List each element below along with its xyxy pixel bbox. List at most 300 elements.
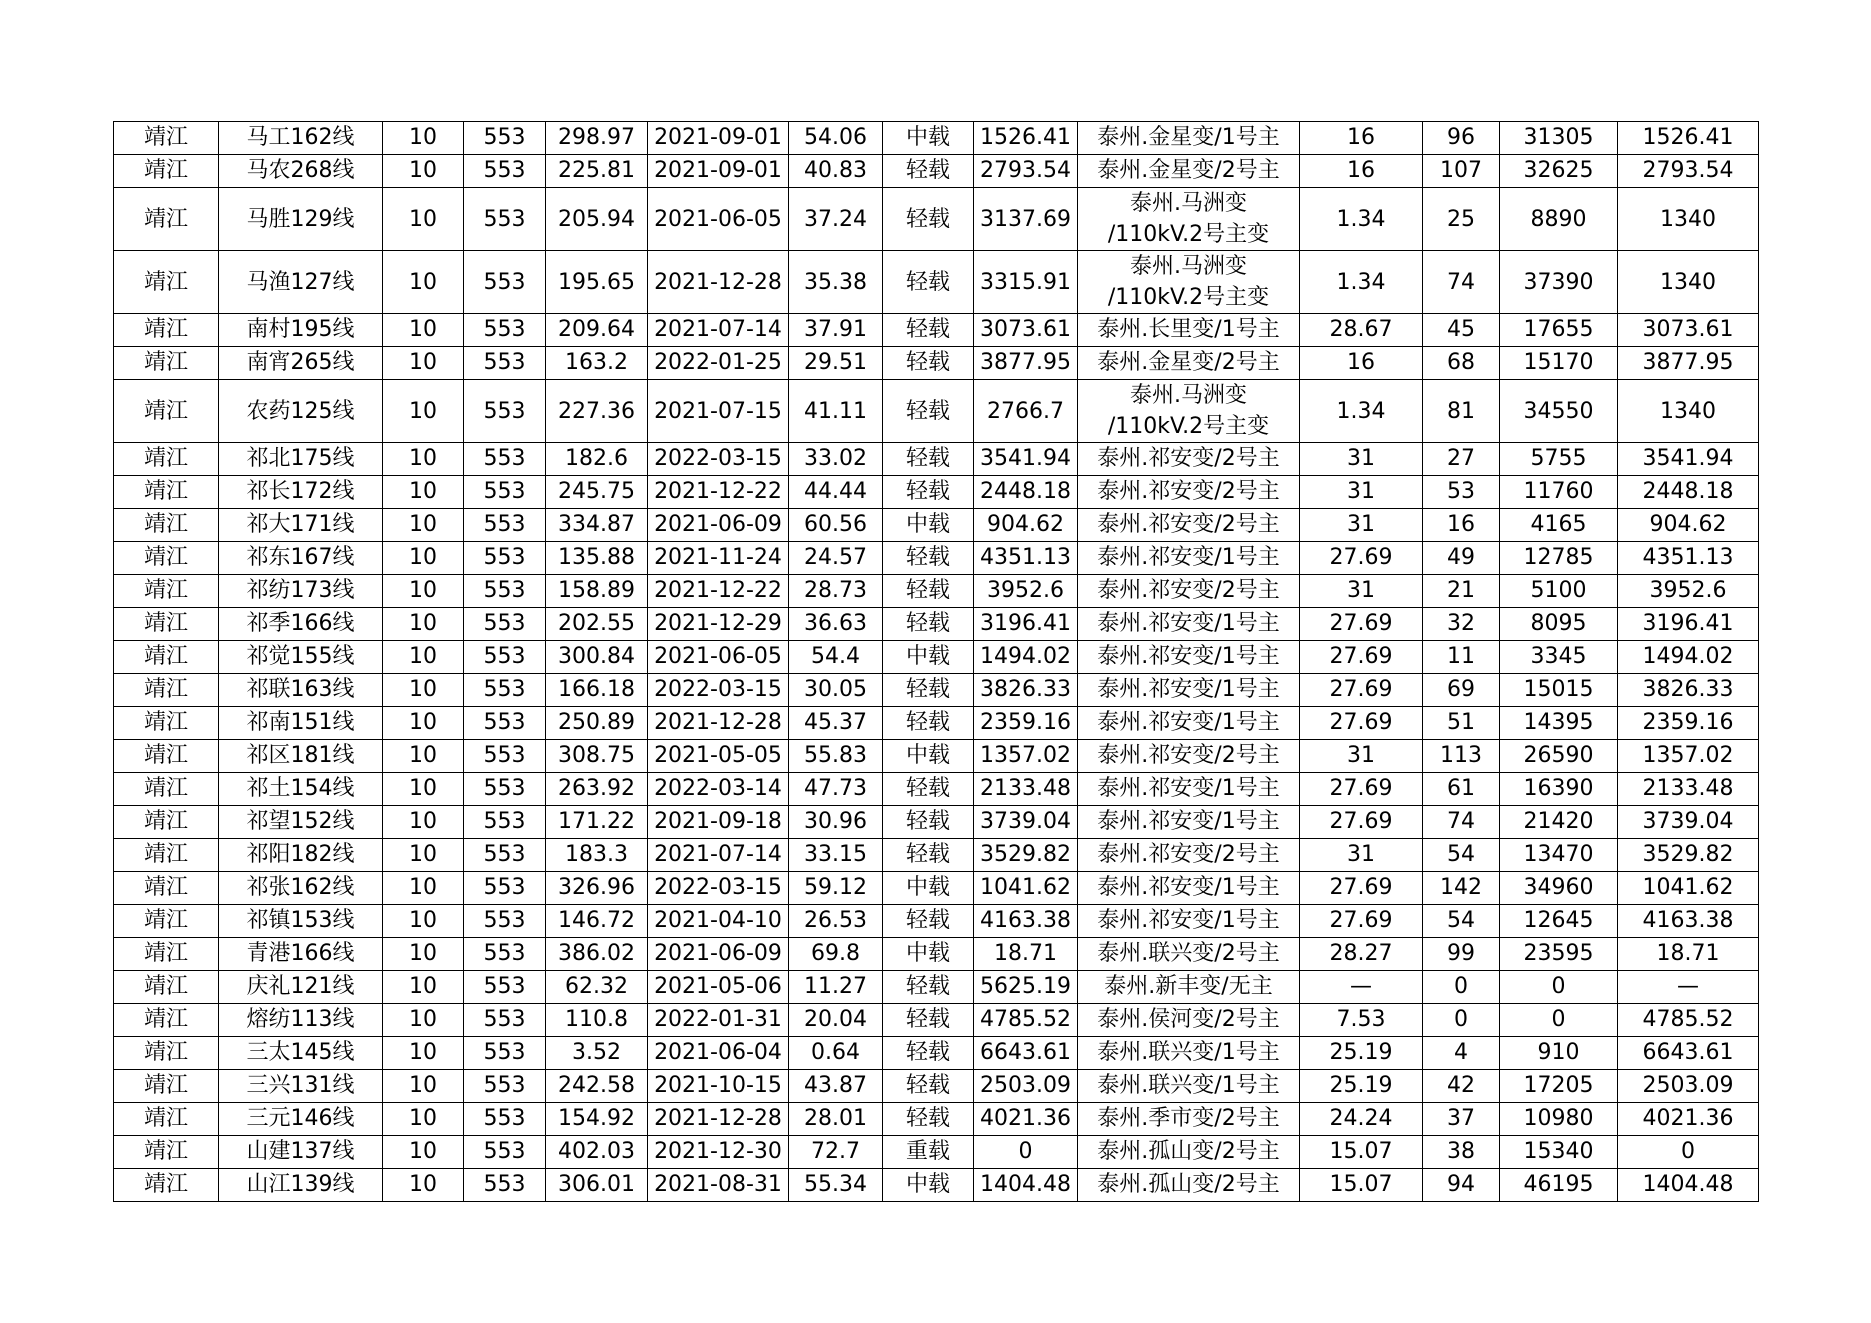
user-count-cell: 38 bbox=[1423, 1136, 1500, 1169]
user-capacity-cell: 14395 bbox=[1500, 707, 1618, 740]
table-row bbox=[114, 608, 1759, 641]
available-cell: 0 bbox=[1618, 1136, 1759, 1169]
margin-cell: 1041.62 bbox=[974, 872, 1078, 905]
transformer-cell: 泰州.侯河变/2号主 bbox=[1078, 1004, 1300, 1037]
margin-cell: 3826.33 bbox=[974, 674, 1078, 707]
region-cell: 靖江 bbox=[114, 773, 219, 806]
load-status-cell: 中载 bbox=[883, 872, 974, 905]
available-cell: 4785.52 bbox=[1618, 1004, 1759, 1037]
available-cell: 3073.61 bbox=[1618, 314, 1759, 347]
line-name-cell: 三元146线 bbox=[219, 1103, 383, 1136]
user-count-cell: 32 bbox=[1423, 608, 1500, 641]
date-cell: 2022-03-15 bbox=[648, 443, 789, 476]
capacity-cell: 553 bbox=[464, 905, 546, 938]
voltage-cell: 10 bbox=[383, 347, 464, 380]
user-capacity-cell: 15015 bbox=[1500, 674, 1618, 707]
user-capacity-cell: 910 bbox=[1500, 1037, 1618, 1070]
transformer-load-cell: 24.24 bbox=[1300, 1103, 1423, 1136]
capacity-cell: 553 bbox=[464, 608, 546, 641]
table-row bbox=[114, 314, 1759, 347]
percent-cell: 30.05 bbox=[789, 674, 883, 707]
voltage-cell: 10 bbox=[383, 641, 464, 674]
capacity-cell: 553 bbox=[464, 1169, 546, 1202]
percent-cell: 33.02 bbox=[789, 443, 883, 476]
margin-cell: 2133.48 bbox=[974, 773, 1078, 806]
percent-cell: 44.44 bbox=[789, 476, 883, 509]
load-status-cell: 轻载 bbox=[883, 773, 974, 806]
line-name-cell: 祁东167线 bbox=[219, 542, 383, 575]
line-name-cell: 祁北175线 bbox=[219, 443, 383, 476]
line-name-cell: 祁长172线 bbox=[219, 476, 383, 509]
capacity-cell: 553 bbox=[464, 443, 546, 476]
percent-cell: 35.38 bbox=[789, 251, 883, 314]
capacity-cell: 553 bbox=[464, 872, 546, 905]
date-cell: 2021-09-01 bbox=[648, 122, 789, 155]
load-status-cell: 轻载 bbox=[883, 155, 974, 188]
available-cell: 1404.48 bbox=[1618, 1169, 1759, 1202]
margin-cell: 3877.95 bbox=[974, 347, 1078, 380]
user-count-cell: 4 bbox=[1423, 1037, 1500, 1070]
value-cell: 308.75 bbox=[546, 740, 648, 773]
capacity-cell: 553 bbox=[464, 806, 546, 839]
region-cell: 靖江 bbox=[114, 155, 219, 188]
line-name-cell: 祁联163线 bbox=[219, 674, 383, 707]
transformer-cell: 泰州.长里变/1号主 bbox=[1078, 314, 1300, 347]
available-cell: 1340 bbox=[1618, 380, 1759, 443]
user-capacity-cell: 0 bbox=[1500, 971, 1618, 1004]
line-name-cell: 南村195线 bbox=[219, 314, 383, 347]
region-cell: 靖江 bbox=[114, 971, 219, 1004]
load-status-cell: 轻载 bbox=[883, 806, 974, 839]
transformer-cell bbox=[1078, 188, 1300, 251]
margin-cell: 5625.19 bbox=[974, 971, 1078, 1004]
transformer-load-cell: 27.69 bbox=[1300, 674, 1423, 707]
date-cell: 2021-12-22 bbox=[648, 476, 789, 509]
capacity-cell: 553 bbox=[464, 641, 546, 674]
user-capacity-cell: 37390 bbox=[1500, 251, 1618, 314]
user-capacity-cell: 16390 bbox=[1500, 773, 1618, 806]
voltage-cell: 10 bbox=[383, 476, 464, 509]
margin-cell: 4163.38 bbox=[974, 905, 1078, 938]
transformer-cell: 泰州.祁安变/1号主 bbox=[1078, 872, 1300, 905]
load-status-cell: 轻载 bbox=[883, 251, 974, 314]
transformer-cell: 泰州.祁安变/2号主 bbox=[1078, 575, 1300, 608]
table-row bbox=[114, 674, 1759, 707]
region-cell: 靖江 bbox=[114, 938, 219, 971]
user-count-cell: 0 bbox=[1423, 971, 1500, 1004]
transformer-cell: 泰州.金星变/2号主 bbox=[1078, 155, 1300, 188]
voltage-cell: 10 bbox=[383, 674, 464, 707]
region-cell: 靖江 bbox=[114, 251, 219, 314]
value-cell: 326.96 bbox=[546, 872, 648, 905]
capacity-cell: 553 bbox=[464, 509, 546, 542]
percent-cell: 28.73 bbox=[789, 575, 883, 608]
available-cell: 18.71 bbox=[1618, 938, 1759, 971]
capacity-cell: 553 bbox=[464, 674, 546, 707]
load-status-cell: 轻载 bbox=[883, 380, 974, 443]
available-cell: 904.62 bbox=[1618, 509, 1759, 542]
capacity-cell: 553 bbox=[464, 476, 546, 509]
line-name-cell: 农药125线 bbox=[219, 380, 383, 443]
table-row bbox=[114, 641, 1759, 674]
margin-cell: 3739.04 bbox=[974, 806, 1078, 839]
value-cell: 158.89 bbox=[546, 575, 648, 608]
user-capacity-cell: 26590 bbox=[1500, 740, 1618, 773]
user-capacity-cell: 4165 bbox=[1500, 509, 1618, 542]
voltage-cell: 10 bbox=[383, 1169, 464, 1202]
value-cell: 202.55 bbox=[546, 608, 648, 641]
user-capacity-cell: 12785 bbox=[1500, 542, 1618, 575]
line-name-cell: 山江139线 bbox=[219, 1169, 383, 1202]
date-cell: 2021-12-28 bbox=[648, 251, 789, 314]
date-cell: 2022-01-25 bbox=[648, 347, 789, 380]
user-capacity-cell: 8095 bbox=[1500, 608, 1618, 641]
user-capacity-cell: 11760 bbox=[1500, 476, 1618, 509]
load-status-cell: 轻载 bbox=[883, 839, 974, 872]
percent-cell: 29.51 bbox=[789, 347, 883, 380]
percent-cell: 69.8 bbox=[789, 938, 883, 971]
line-name-cell: 三太145线 bbox=[219, 1037, 383, 1070]
voltage-cell: 10 bbox=[383, 1004, 464, 1037]
region-cell: 靖江 bbox=[114, 542, 219, 575]
line-name-cell: 祁阳182线 bbox=[219, 839, 383, 872]
capacity-cell: 553 bbox=[464, 188, 546, 251]
transformer-cell: 泰州.孤山变/2号主 bbox=[1078, 1136, 1300, 1169]
user-capacity-cell: 31305 bbox=[1500, 122, 1618, 155]
region-cell: 靖江 bbox=[114, 1136, 219, 1169]
region-cell: 靖江 bbox=[114, 575, 219, 608]
transformer-cell bbox=[1078, 380, 1300, 443]
user-count-cell: 42 bbox=[1423, 1070, 1500, 1103]
transformer-cell: 泰州.季市变/2号主 bbox=[1078, 1103, 1300, 1136]
table-row bbox=[114, 839, 1759, 872]
transformer-load-cell: 1.34 bbox=[1300, 380, 1423, 443]
line-name-cell: 祁季166线 bbox=[219, 608, 383, 641]
value-cell: 154.92 bbox=[546, 1103, 648, 1136]
percent-cell: 24.57 bbox=[789, 542, 883, 575]
date-cell: 2021-07-15 bbox=[648, 380, 789, 443]
available-cell: 4021.36 bbox=[1618, 1103, 1759, 1136]
value-cell: 209.64 bbox=[546, 314, 648, 347]
date-cell: 2021-11-24 bbox=[648, 542, 789, 575]
table-row bbox=[114, 542, 1759, 575]
margin-cell: 0 bbox=[974, 1136, 1078, 1169]
transformer-load-cell: 15.07 bbox=[1300, 1136, 1423, 1169]
table-row bbox=[114, 1103, 1759, 1136]
date-cell: 2021-09-18 bbox=[648, 806, 789, 839]
voltage-cell: 10 bbox=[383, 380, 464, 443]
transformer-cell: 泰州.祁安变/2号主 bbox=[1078, 476, 1300, 509]
available-cell: 2359.16 bbox=[1618, 707, 1759, 740]
value-cell: 334.87 bbox=[546, 509, 648, 542]
margin-cell: 1494.02 bbox=[974, 641, 1078, 674]
voltage-cell: 10 bbox=[383, 1037, 464, 1070]
available-cell: 2448.18 bbox=[1618, 476, 1759, 509]
available-cell: — bbox=[1618, 971, 1759, 1004]
region-cell: 靖江 bbox=[114, 380, 219, 443]
line-name-cell: 山建137线 bbox=[219, 1136, 383, 1169]
load-status-cell: 中载 bbox=[883, 641, 974, 674]
date-cell: 2022-03-15 bbox=[648, 674, 789, 707]
user-capacity-cell: 10980 bbox=[1500, 1103, 1618, 1136]
transformer-load-cell: 27.69 bbox=[1300, 707, 1423, 740]
transformer-load-cell: 28.27 bbox=[1300, 938, 1423, 971]
user-count-cell: 96 bbox=[1423, 122, 1500, 155]
margin-cell: 3952.6 bbox=[974, 575, 1078, 608]
voltage-cell: 10 bbox=[383, 971, 464, 1004]
date-cell: 2021-06-05 bbox=[648, 641, 789, 674]
transformer-load-cell: — bbox=[1300, 971, 1423, 1004]
transformer-load-cell: 25.19 bbox=[1300, 1070, 1423, 1103]
margin-cell: 2359.16 bbox=[974, 707, 1078, 740]
table-row bbox=[114, 1070, 1759, 1103]
transformer-cell: 泰州.祁安变/2号主 bbox=[1078, 509, 1300, 542]
region-cell: 靖江 bbox=[114, 1070, 219, 1103]
user-capacity-cell: 17205 bbox=[1500, 1070, 1618, 1103]
capacity-cell: 553 bbox=[464, 971, 546, 1004]
table-row bbox=[114, 347, 1759, 380]
date-cell: 2021-06-05 bbox=[648, 188, 789, 251]
line-name-cell: 祁张162线 bbox=[219, 872, 383, 905]
percent-cell: 41.11 bbox=[789, 380, 883, 443]
region-cell: 靖江 bbox=[114, 707, 219, 740]
voltage-cell: 10 bbox=[383, 155, 464, 188]
percent-cell: 26.53 bbox=[789, 905, 883, 938]
voltage-cell: 10 bbox=[383, 938, 464, 971]
margin-cell: 3137.69 bbox=[974, 188, 1078, 251]
user-capacity-cell: 34960 bbox=[1500, 872, 1618, 905]
table-row bbox=[114, 905, 1759, 938]
line-name-cell: 祁大171线 bbox=[219, 509, 383, 542]
transformer-load-cell: 31 bbox=[1300, 575, 1423, 608]
percent-cell: 55.83 bbox=[789, 740, 883, 773]
transformer-cell: 泰州.祁安变/1号主 bbox=[1078, 608, 1300, 641]
user-capacity-cell: 46195 bbox=[1500, 1169, 1618, 1202]
table-row bbox=[114, 251, 1759, 314]
date-cell: 2021-06-09 bbox=[648, 509, 789, 542]
region-cell: 靖江 bbox=[114, 443, 219, 476]
load-status-cell: 轻载 bbox=[883, 476, 974, 509]
user-count-cell: 0 bbox=[1423, 1004, 1500, 1037]
date-cell: 2021-08-31 bbox=[648, 1169, 789, 1202]
table-body bbox=[114, 122, 1759, 1202]
transformer-cell: 泰州.联兴变/1号主 bbox=[1078, 1037, 1300, 1070]
user-capacity-cell: 15340 bbox=[1500, 1136, 1618, 1169]
margin-cell: 2448.18 bbox=[974, 476, 1078, 509]
line-name-cell: 祁觉155线 bbox=[219, 641, 383, 674]
table-row bbox=[114, 1169, 1759, 1202]
available-cell: 3826.33 bbox=[1618, 674, 1759, 707]
region-cell: 靖江 bbox=[114, 1037, 219, 1070]
date-cell: 2022-03-15 bbox=[648, 872, 789, 905]
voltage-cell: 10 bbox=[383, 872, 464, 905]
available-cell: 3952.6 bbox=[1618, 575, 1759, 608]
user-count-cell: 107 bbox=[1423, 155, 1500, 188]
capacity-cell: 553 bbox=[464, 251, 546, 314]
line-name-cell: 祁区181线 bbox=[219, 740, 383, 773]
user-count-cell: 54 bbox=[1423, 839, 1500, 872]
load-status-cell: 轻载 bbox=[883, 1070, 974, 1103]
voltage-cell: 10 bbox=[383, 707, 464, 740]
transformer-load-cell: 16 bbox=[1300, 122, 1423, 155]
percent-cell: 59.12 bbox=[789, 872, 883, 905]
load-status-cell: 轻载 bbox=[883, 443, 974, 476]
region-cell: 靖江 bbox=[114, 608, 219, 641]
percent-cell: 43.87 bbox=[789, 1070, 883, 1103]
value-cell: 166.18 bbox=[546, 674, 648, 707]
capacity-cell: 553 bbox=[464, 380, 546, 443]
line-name-cell: 祁望152线 bbox=[219, 806, 383, 839]
load-status-cell: 轻载 bbox=[883, 1103, 974, 1136]
load-status-cell: 轻载 bbox=[883, 314, 974, 347]
date-cell: 2021-12-29 bbox=[648, 608, 789, 641]
cell-line: /110kV.2号主变 bbox=[1107, 222, 1270, 247]
user-capacity-cell: 34550 bbox=[1500, 380, 1618, 443]
value-cell: 182.6 bbox=[546, 443, 648, 476]
line-name-cell: 青港166线 bbox=[219, 938, 383, 971]
transformer-load-cell: 27.69 bbox=[1300, 806, 1423, 839]
date-cell: 2021-06-09 bbox=[648, 938, 789, 971]
user-count-cell: 27 bbox=[1423, 443, 1500, 476]
capacity-cell: 553 bbox=[464, 1037, 546, 1070]
user-capacity-cell: 21420 bbox=[1500, 806, 1618, 839]
capacity-cell: 553 bbox=[464, 938, 546, 971]
capacity-cell: 553 bbox=[464, 155, 546, 188]
value-cell: 195.65 bbox=[546, 251, 648, 314]
date-cell: 2021-07-14 bbox=[648, 314, 789, 347]
date-cell: 2021-12-30 bbox=[648, 1136, 789, 1169]
date-cell: 2021-12-22 bbox=[648, 575, 789, 608]
transformer-cell: 泰州.祁安变/2号主 bbox=[1078, 839, 1300, 872]
percent-cell: 20.04 bbox=[789, 1004, 883, 1037]
available-cell: 3529.82 bbox=[1618, 839, 1759, 872]
user-count-cell: 54 bbox=[1423, 905, 1500, 938]
load-status-cell: 轻载 bbox=[883, 674, 974, 707]
user-count-cell: 45 bbox=[1423, 314, 1500, 347]
value-cell: 306.01 bbox=[546, 1169, 648, 1202]
value-cell: 146.72 bbox=[546, 905, 648, 938]
line-name-cell: 马农268线 bbox=[219, 155, 383, 188]
load-status-cell: 轻载 bbox=[883, 542, 974, 575]
load-status-cell: 轻载 bbox=[883, 575, 974, 608]
region-cell: 靖江 bbox=[114, 476, 219, 509]
percent-cell: 33.15 bbox=[789, 839, 883, 872]
transformer-load-cell: 7.53 bbox=[1300, 1004, 1423, 1037]
capacity-cell: 553 bbox=[464, 773, 546, 806]
value-cell: 183.3 bbox=[546, 839, 648, 872]
margin-cell: 1357.02 bbox=[974, 740, 1078, 773]
value-cell: 242.58 bbox=[546, 1070, 648, 1103]
available-cell: 4351.13 bbox=[1618, 542, 1759, 575]
voltage-cell: 10 bbox=[383, 740, 464, 773]
voltage-cell: 10 bbox=[383, 806, 464, 839]
voltage-cell: 10 bbox=[383, 1103, 464, 1136]
table-row bbox=[114, 938, 1759, 971]
value-cell: 386.02 bbox=[546, 938, 648, 971]
load-status-cell: 轻载 bbox=[883, 1004, 974, 1037]
date-cell: 2021-06-04 bbox=[648, 1037, 789, 1070]
date-cell: 2021-05-05 bbox=[648, 740, 789, 773]
value-cell: 250.89 bbox=[546, 707, 648, 740]
user-count-cell: 142 bbox=[1423, 872, 1500, 905]
available-cell: 3541.94 bbox=[1618, 443, 1759, 476]
percent-cell: 11.27 bbox=[789, 971, 883, 1004]
line-name-cell: 祁纺173线 bbox=[219, 575, 383, 608]
transformer-cell: 泰州.祁安变/1号主 bbox=[1078, 905, 1300, 938]
user-count-cell: 25 bbox=[1423, 188, 1500, 251]
value-cell: 163.2 bbox=[546, 347, 648, 380]
available-cell: 1340 bbox=[1618, 251, 1759, 314]
transformer-cell: 泰州.祁安变/2号主 bbox=[1078, 740, 1300, 773]
region-cell: 靖江 bbox=[114, 839, 219, 872]
user-count-cell: 16 bbox=[1423, 509, 1500, 542]
table-row bbox=[114, 509, 1759, 542]
percent-cell: 55.34 bbox=[789, 1169, 883, 1202]
line-name-cell: 南宵265线 bbox=[219, 347, 383, 380]
user-capacity-cell: 5755 bbox=[1500, 443, 1618, 476]
percent-cell: 0.64 bbox=[789, 1037, 883, 1070]
voltage-cell: 10 bbox=[383, 443, 464, 476]
load-status-cell: 重载 bbox=[883, 1136, 974, 1169]
load-status-cell: 中载 bbox=[883, 938, 974, 971]
transformer-load-cell: 1.34 bbox=[1300, 188, 1423, 251]
region-cell: 靖江 bbox=[114, 1004, 219, 1037]
load-status-cell: 中载 bbox=[883, 509, 974, 542]
percent-cell: 47.73 bbox=[789, 773, 883, 806]
load-status-cell: 中载 bbox=[883, 740, 974, 773]
line-name-cell: 马工162线 bbox=[219, 122, 383, 155]
available-cell: 1357.02 bbox=[1618, 740, 1759, 773]
transformer-load-cell: 27.69 bbox=[1300, 542, 1423, 575]
transformer-cell: 泰州.祁安变/1号主 bbox=[1078, 806, 1300, 839]
load-status-cell: 轻载 bbox=[883, 1037, 974, 1070]
transformer-cell: 泰州.联兴变/1号主 bbox=[1078, 1070, 1300, 1103]
cell-line: 泰州.马洲变 bbox=[1130, 383, 1247, 408]
transformer-load-cell: 28.67 bbox=[1300, 314, 1423, 347]
user-count-cell: 94 bbox=[1423, 1169, 1500, 1202]
percent-cell: 45.37 bbox=[789, 707, 883, 740]
cell-line: /110kV.2号主变 bbox=[1107, 414, 1270, 439]
user-count-cell: 49 bbox=[1423, 542, 1500, 575]
cell-line: 泰州.马洲变 bbox=[1130, 191, 1247, 216]
date-cell: 2022-01-31 bbox=[648, 1004, 789, 1037]
region-cell: 靖江 bbox=[114, 347, 219, 380]
transformer-cell: 泰州.祁安变/1号主 bbox=[1078, 641, 1300, 674]
region-cell: 靖江 bbox=[114, 905, 219, 938]
line-name-cell: 三兴131线 bbox=[219, 1070, 383, 1103]
margin-cell: 4021.36 bbox=[974, 1103, 1078, 1136]
percent-cell: 30.96 bbox=[789, 806, 883, 839]
table-row bbox=[114, 155, 1759, 188]
margin-cell: 6643.61 bbox=[974, 1037, 1078, 1070]
load-status-cell: 中载 bbox=[883, 122, 974, 155]
region-cell: 靖江 bbox=[114, 740, 219, 773]
region-cell: 靖江 bbox=[114, 1169, 219, 1202]
percent-cell: 54.06 bbox=[789, 122, 883, 155]
voltage-cell: 10 bbox=[383, 1136, 464, 1169]
table-row bbox=[114, 380, 1759, 443]
table-row bbox=[114, 1037, 1759, 1070]
capacity-cell: 553 bbox=[464, 347, 546, 380]
user-count-cell: 81 bbox=[1423, 380, 1500, 443]
available-cell: 2503.09 bbox=[1618, 1070, 1759, 1103]
voltage-cell: 10 bbox=[383, 122, 464, 155]
margin-cell: 3529.82 bbox=[974, 839, 1078, 872]
user-count-cell: 74 bbox=[1423, 251, 1500, 314]
capacity-cell: 553 bbox=[464, 1103, 546, 1136]
region-cell: 靖江 bbox=[114, 188, 219, 251]
user-capacity-cell: 12645 bbox=[1500, 905, 1618, 938]
